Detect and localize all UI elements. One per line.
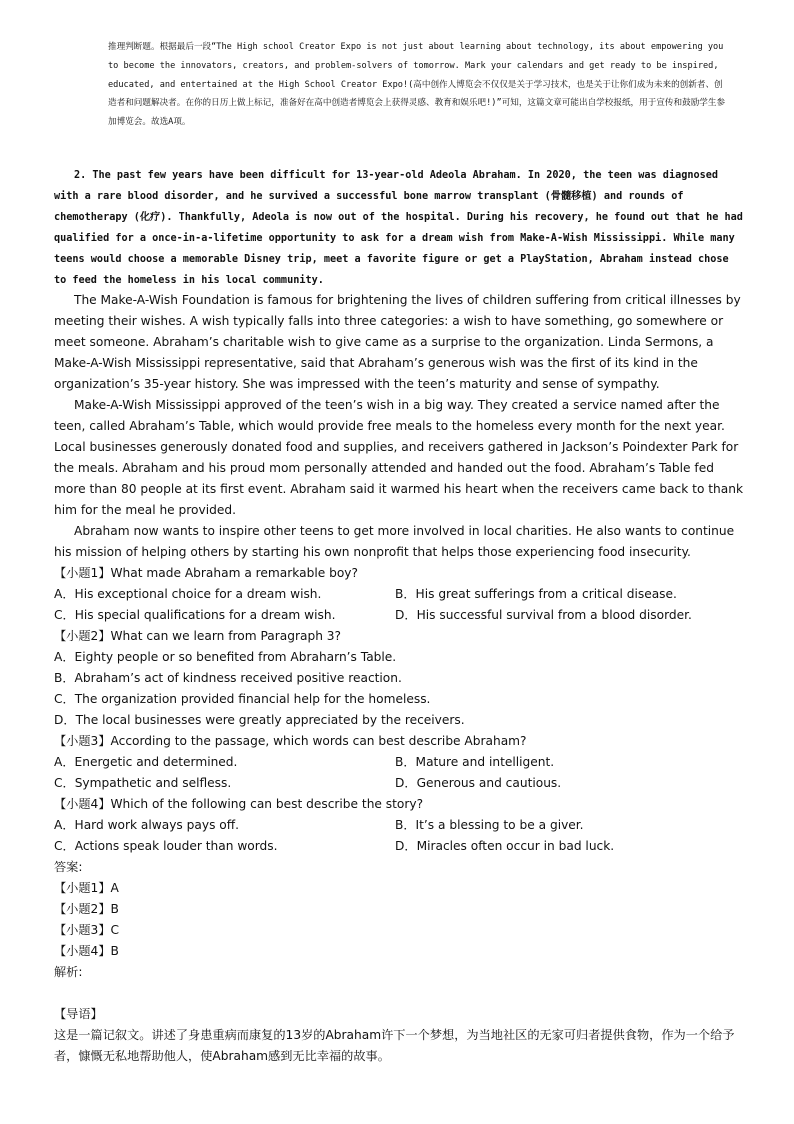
analysis-label: 解析:	[54, 965, 83, 979]
guide-label: 【导语】	[54, 1007, 103, 1021]
question-3-option-a: A．Energetic and determined.	[54, 755, 238, 769]
question-3-stem: 【小题3】According to the passage, which words can best describe Abraham?	[54, 734, 527, 748]
question-1-option-a: A．His exceptional choice for a dream wish.	[54, 587, 322, 601]
question-2-option-b: B．Abraham’s act of kindness received positive reaction.	[54, 671, 402, 685]
question-2-option-d: D．The local businesses were greatly appreciated by the receivers.	[54, 713, 465, 727]
question-1-option-d: D．His successful survival from a blood disorder.	[395, 608, 692, 622]
passage-intro: 2. The past few years have been difficult for 13-year-old Adeola Abraham. In 2020, the teen was diagnosed with a rare blood disorder, and he survived a successful bone marrow transplant (骨髓移植) and rounds of chemotherapy (化疗). Thankfully, Adeola is now out of the hospital. During his recovery, he found out that he had qualified for a once-in-a-lifetime opportunity to ask for a dream wish from Make-A-Wish Mississippi. While many teens would choose a memorable Disney trip, meet a favorite figure or get a PlayStation, Abraham instead chose to feed the homeless in his local community.	[54, 170, 743, 286]
answer-item: 【小题2】B	[54, 902, 119, 916]
answer-item: 【小题3】C	[54, 923, 120, 937]
guide-text: 这是一篇记叙文。讲述了身患重病而康复的13岁的Abraham许下一个梦想，为当地社区的无家可归者提供食物，作为一个给予者，慷慨无私地帮助他人，使Abraham感到无比幸福的故事。	[54, 1028, 735, 1063]
previous-answer-note: 推理判断题。根据最后一段“The High school Creator Expo is not just about learning about technology, its about empowering you to become the innovators, creators, and problem-solvers of tomorrow. Mark your calendars and get ready to be inspired, educated, and entertained at the High School Creator Expo!(高中创作人博览会不仅仅是关于学习技术，也是关于让你们成为未来的创新者、创造者和问题解决者。在你的日历上做上标记，准备好在高中创造者博览会上获得灵感、教育和娱乐吧!)”可知，这篇文章可能出自学校报纸，用于宣传和鼓励学生参加博览会。故选A项。	[108, 42, 726, 128]
question-1-options-row-2	[54, 605, 744, 626]
question-4-option-c: C．Actions speak louder than words.	[54, 839, 278, 853]
question-4-options-row-2	[54, 836, 744, 857]
question-1-stem: 【小题1】What made Abraham a remarkable boy?	[54, 566, 358, 580]
question-4-stem: 【小题4】Which of the following can best describe the story?	[54, 797, 424, 811]
blank-line	[54, 983, 744, 1004]
question-1-option-b: B．His great sufferings from a critical disease.	[395, 587, 677, 601]
question-4-option-b: B．It’s a blessing to be a giver.	[395, 818, 584, 832]
question-4-option-d: D．Miracles often occur in bad luck.	[395, 839, 615, 853]
passage-paragraph: Make-A-Wish Mississippi approved of the teen’s wish in a big way. They created a service named after the teen, called Abraham’s Table, which would provide free meals to the homeless every month for the next year. Local businesses generously donated food and supplies, and receivers gathered in Jackson’s Poindexter Park for the meals. Abraham and his proud mom personally attended and handed out the food. Abraham’s Table fed more than 80 people at its first event. Abraham said it warmed his heart when the receivers came back to thank him for the meal he provided.	[54, 398, 744, 517]
answer-item: 【小题4】B	[54, 944, 119, 958]
question-3-options-row-1	[54, 752, 744, 773]
question-1-options-row-1	[54, 584, 744, 605]
passage-paragraph: The Make-A-Wish Foundation is famous for brightening the lives of children suffering from critical illnesses by meeting their wishes. A wish typically falls into three categories: a wish to have something, go somewhere or meet someone. Abraham’s charitable wish to give came as a surprise to the organization. Linda Sermons, a Make-A-Wish Mississippi representative, said that Abraham’s generous wish was the first of its kind in the organization’s 35-year history. She was impressed with the teen’s maturity and sense of sympathy.	[54, 293, 741, 391]
question-3-option-b: B．Mature and intelligent.	[395, 755, 555, 769]
question-2-stem: 【小题2】What can we learn from Paragraph 3?	[54, 629, 342, 643]
passage-paragraph: Abraham now wants to inspire other teens to get more involved in local charities. He also wants to continue his mission of helping others by starting his own nonprofit that helps those experiencing food insecurity.	[54, 524, 735, 559]
passage-body	[54, 290, 744, 1067]
answer-label: 答案:	[54, 860, 83, 874]
question-1-option-c: C．His special qualifications for a dream wish.	[54, 608, 336, 622]
question-2-option-a: A．Eighty people or so benefited from Abraharn’s Table.	[54, 650, 397, 664]
question-4-option-a: A．Hard work always pays off.	[54, 818, 240, 832]
question-3-option-c: C．Sympathetic and selfless.	[54, 776, 232, 790]
question-2-option-c: C．The organization provided financial help for the homeless.	[54, 692, 431, 706]
question-4-options-row-1	[54, 815, 744, 836]
answer-item: 【小题1】A	[54, 881, 119, 895]
question-3-option-d: D．Generous and cautious.	[395, 776, 562, 790]
question-3-options-row-2	[54, 773, 744, 794]
